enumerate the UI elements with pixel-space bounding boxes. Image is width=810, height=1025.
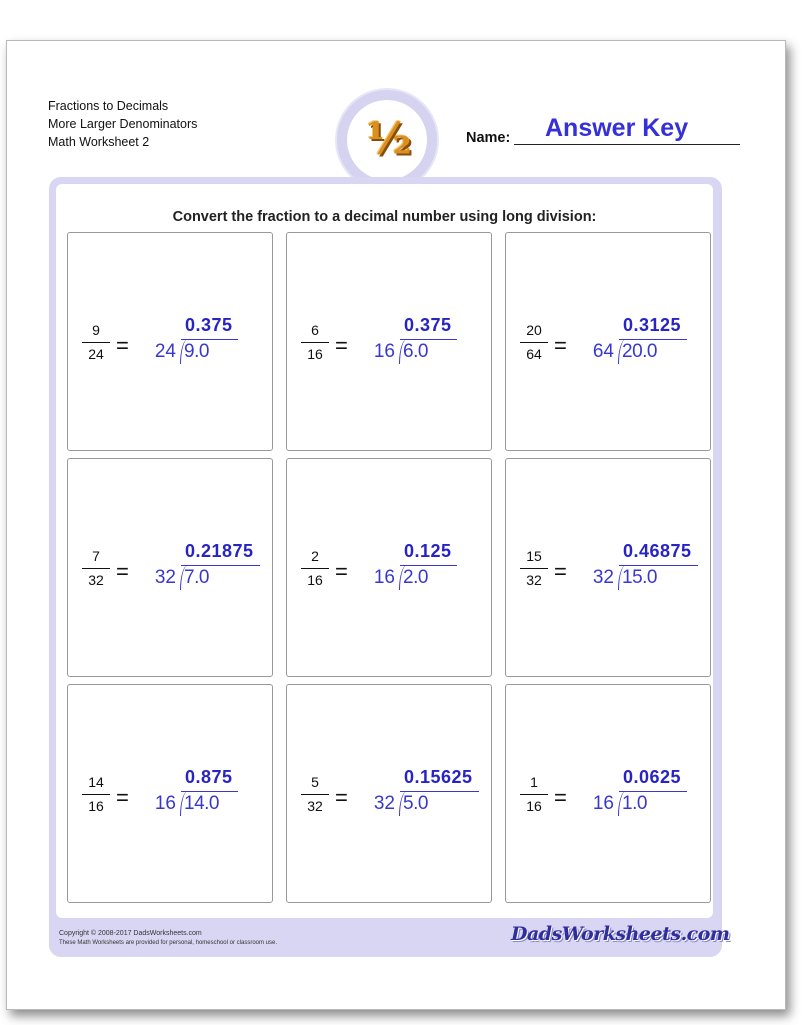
divisor: 64 <box>592 341 614 362</box>
problem-card <box>286 232 492 451</box>
fraction-bar <box>520 568 548 569</box>
fraction-numerator: 15 <box>526 548 542 564</box>
dividend: 6.0 <box>403 341 428 362</box>
fraction-numerator: 1 <box>530 774 538 790</box>
equals-sign: = <box>554 559 567 584</box>
quotient-answer: 0.375 <box>185 315 233 335</box>
worksheet-subtitle: More Larger Denominators <box>48 117 198 131</box>
problem-card <box>67 232 273 451</box>
equals-sign: = <box>116 333 129 358</box>
equals-sign: = <box>554 333 567 358</box>
dividend: 20.0 <box>622 341 657 362</box>
division-bar <box>400 565 457 566</box>
dividend: 5.0 <box>403 793 428 814</box>
divisor: 16 <box>154 793 176 814</box>
dividend: 14.0 <box>184 793 219 814</box>
divisor: 32 <box>592 567 614 588</box>
equals-sign: = <box>554 785 567 810</box>
worksheet-number: Math Worksheet 2 <box>48 135 150 149</box>
dividend: 2.0 <box>403 567 428 588</box>
fraction-bar <box>301 342 329 343</box>
fraction-denominator: 32 <box>88 572 104 588</box>
dadsworksheets-logo: DadsWorksheets.com <box>511 923 730 945</box>
fraction-bar <box>82 342 110 343</box>
division-bar <box>181 565 260 566</box>
name-label: Name: <box>466 130 511 146</box>
logo-fraction: ½ <box>366 114 408 165</box>
fraction-numerator: 20 <box>526 322 542 338</box>
division-bar <box>619 339 687 340</box>
quotient-answer: 0.375 <box>404 315 452 335</box>
fraction-denominator: 16 <box>307 572 323 588</box>
divisor: 32 <box>373 793 395 814</box>
dividend: 9.0 <box>184 341 209 362</box>
fraction-denominator: 24 <box>88 346 104 362</box>
division-bar <box>619 791 687 792</box>
quotient-answer: 0.125 <box>404 541 452 561</box>
answer-key-text: Answer Key <box>545 114 689 142</box>
dividend: 15.0 <box>622 567 657 588</box>
problem-card <box>67 684 273 903</box>
fraction-numerator: 9 <box>92 322 100 338</box>
fraction-bar <box>301 568 329 569</box>
fraction-numerator: 7 <box>92 548 100 564</box>
instructions: Convert the fraction to a decimal number using long division: <box>172 209 597 225</box>
divisor: 16 <box>592 793 614 814</box>
divisor: 24 <box>154 341 176 362</box>
problem-card <box>286 684 492 903</box>
fraction-denominator: 16 <box>526 798 542 814</box>
division-bar <box>400 339 457 340</box>
problem-card <box>67 458 273 677</box>
quotient-answer: 0.875 <box>185 767 233 787</box>
fraction-denominator: 64 <box>526 346 542 362</box>
fraction-bar <box>520 794 548 795</box>
equals-sign: = <box>335 333 348 358</box>
problem-card <box>505 458 711 677</box>
fraction-numerator: 14 <box>88 774 104 790</box>
division-bar <box>400 791 479 792</box>
divisor: 32 <box>154 567 176 588</box>
usage-notice: These Math Worksheets are provided for personal, homeschool or classroom use. <box>59 940 277 946</box>
problems-panel <box>56 184 713 918</box>
fraction-denominator: 16 <box>307 346 323 362</box>
division-bar <box>619 565 698 566</box>
divisor: 16 <box>373 341 395 362</box>
worksheet-frame <box>49 177 730 957</box>
fraction-bar <box>82 568 110 569</box>
quotient-answer: 0.15625 <box>404 767 473 787</box>
name-line <box>514 144 740 145</box>
equals-sign: = <box>116 785 129 810</box>
fraction-bar <box>82 794 110 795</box>
division-bar <box>181 791 238 792</box>
quotient-answer: 0.21875 <box>185 541 254 561</box>
dividend: 7.0 <box>184 567 209 588</box>
quotient-answer: 0.0625 <box>623 767 682 787</box>
fraction-numerator: 5 <box>311 774 319 790</box>
quotient-answer: 0.3125 <box>623 315 682 335</box>
equals-sign: = <box>335 559 348 584</box>
fraction-denominator: 32 <box>526 572 542 588</box>
fraction-bar <box>520 342 548 343</box>
worksheet-title: Fractions to Decimals <box>48 99 169 113</box>
dividend: 1.0 <box>622 793 647 814</box>
equals-sign: = <box>335 785 348 810</box>
equals-sign: = <box>116 559 129 584</box>
fraction-bar <box>301 794 329 795</box>
problem-card <box>505 232 711 451</box>
fraction-numerator: 6 <box>311 322 319 338</box>
problem-card <box>286 458 492 677</box>
problem-card <box>505 684 711 903</box>
fraction-denominator: 16 <box>88 798 104 814</box>
fraction-numerator: 2 <box>311 548 319 564</box>
fraction-denominator: 32 <box>307 798 323 814</box>
quotient-answer: 0.46875 <box>623 541 692 561</box>
copyright-text: Copyright © 2008-2017 DadsWorksheets.com <box>59 930 202 937</box>
divisor: 16 <box>373 567 395 588</box>
division-bar <box>181 339 238 340</box>
